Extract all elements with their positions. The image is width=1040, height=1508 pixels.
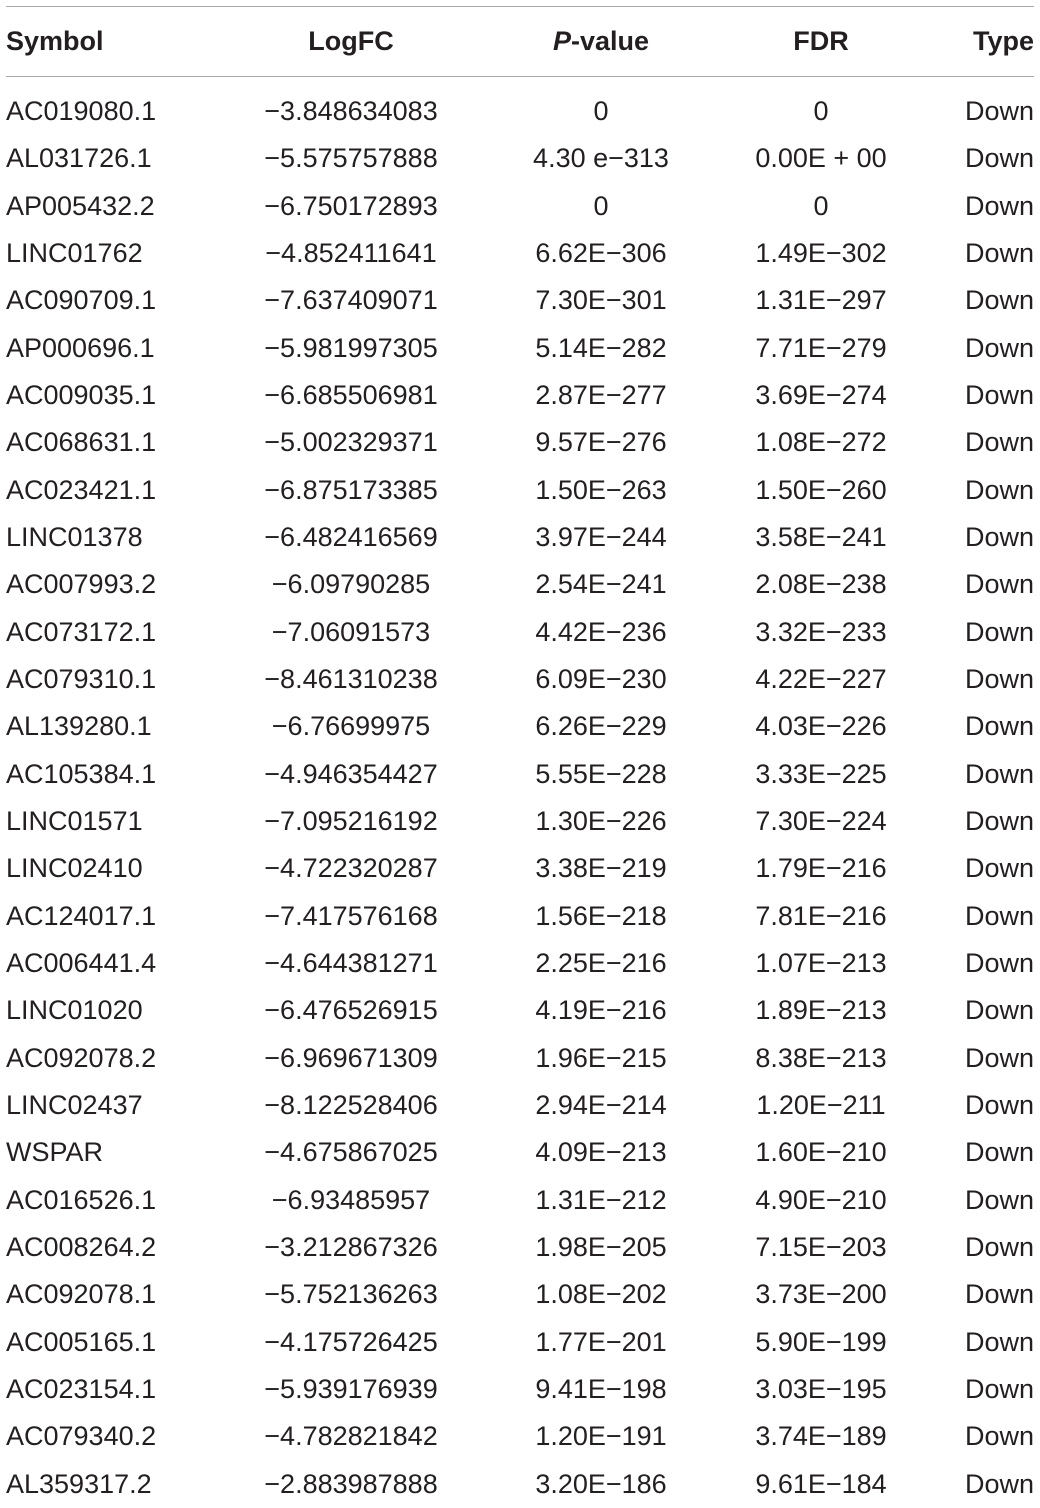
cell-fdr: 4.03E−226: [755, 711, 887, 742]
cell-fdr: 3.73E−200: [755, 1279, 887, 1310]
table-row: [6, 1271, 1034, 1318]
cell-logfc: −4.946354427: [264, 758, 438, 789]
cell-fdr: 7.15E−203: [755, 1232, 887, 1263]
cell-type: Down: [964, 332, 1034, 363]
cell-p-value: 1.50E−263: [535, 474, 667, 505]
cell-p-value: 1.08E−202: [535, 1279, 667, 1310]
cell-p-value: 1.56E−218: [535, 900, 667, 931]
cell-p-value: 1.96E−215: [535, 1042, 667, 1073]
header-type: Type: [972, 25, 1034, 56]
cell-fdr: 1.79E−216: [755, 853, 887, 884]
cell-symbol: LINC01571: [6, 806, 143, 837]
cell-symbol: AC009035.1: [6, 380, 157, 411]
table-row: [6, 230, 1034, 277]
table-row: [6, 467, 1034, 514]
cell-type: Down: [964, 948, 1034, 979]
cell-type: Down: [964, 664, 1034, 695]
table-row: [6, 561, 1034, 608]
cell-p-value: 1.77E−201: [535, 1326, 667, 1357]
cell-logfc: −8.461310238: [264, 664, 438, 695]
cell-type: Down: [964, 190, 1034, 221]
cell-type: Down: [964, 1421, 1034, 1452]
cell-logfc: −7.637409071: [264, 285, 438, 316]
cell-fdr: 0: [813, 190, 829, 221]
cell-type: Down: [964, 995, 1034, 1026]
header-p-italic: P: [552, 25, 571, 56]
cell-logfc: −6.76699975: [271, 711, 431, 742]
cell-fdr: 1.08E−272: [755, 427, 887, 458]
cell-symbol: AC105384.1: [6, 758, 157, 789]
cell-symbol: AC092078.1: [6, 1279, 157, 1310]
table-row: [6, 1413, 1034, 1460]
cell-p-value: 1.31E−212: [535, 1184, 667, 1215]
cell-p-value: 4.09E−213: [535, 1137, 667, 1168]
cell-symbol: AC068631.1: [6, 427, 157, 458]
cell-p-value: 3.20E−186: [535, 1468, 667, 1499]
cell-symbol: AL359317.2: [6, 1468, 152, 1499]
cell-fdr: 9.61E−184: [755, 1468, 887, 1499]
cell-fdr: 3.33E−225: [755, 758, 887, 789]
cell-p-value: 1.98E−205: [535, 1232, 667, 1263]
cell-type: Down: [964, 474, 1034, 505]
cell-type: Down: [964, 1279, 1034, 1310]
cell-type: Down: [964, 853, 1034, 884]
cell-type: Down: [964, 900, 1034, 931]
cell-symbol: AC079310.1: [6, 664, 157, 695]
table-row: [6, 798, 1034, 845]
cell-fdr: 8.38E−213: [755, 1042, 887, 1073]
cell-logfc: −7.417576168: [264, 900, 438, 931]
cell-fdr: 1.20E−211: [756, 1090, 886, 1121]
table-row: [6, 1366, 1034, 1413]
table-row: [6, 1319, 1034, 1366]
table-row: [6, 372, 1034, 419]
cell-symbol: AL139280.1: [6, 711, 152, 742]
header-fdr: FDR: [793, 25, 849, 56]
table-row: [6, 183, 1034, 230]
table-row: [6, 609, 1034, 656]
table-row: [6, 514, 1034, 561]
cell-type: Down: [964, 96, 1034, 127]
cell-logfc: −3.848634083: [264, 96, 438, 127]
cell-logfc: −3.212867326: [264, 1232, 438, 1263]
cell-p-value: 2.94E−214: [535, 1090, 667, 1121]
cell-symbol: AL031726.1: [6, 143, 152, 174]
cell-p-value: 7.30E−301: [535, 285, 667, 316]
cell-fdr: 1.60E−210: [755, 1137, 887, 1168]
cell-type: Down: [964, 238, 1034, 269]
cell-symbol: LINC02437: [6, 1090, 143, 1121]
table-row: [6, 277, 1034, 324]
cell-fdr: 7.30E−224: [755, 806, 887, 837]
table-row: [6, 135, 1034, 182]
table-body: [6, 88, 1034, 1508]
cell-symbol: AC092078.2: [6, 1042, 157, 1073]
cell-type: Down: [964, 711, 1034, 742]
cell-symbol: AC073172.1: [6, 616, 157, 647]
table-row: [6, 1224, 1034, 1271]
cell-fdr: 5.90E−199: [755, 1326, 887, 1357]
table-row: [6, 88, 1034, 135]
cell-p-value: 2.87E−277: [535, 380, 667, 411]
cell-fdr: 4.90E−210: [755, 1184, 887, 1215]
cell-fdr: 1.89E−213: [755, 995, 887, 1026]
cell-p-value: 1.20E−191: [535, 1421, 667, 1452]
cell-p-value: 9.57E−276: [535, 427, 667, 458]
cell-symbol: LINC01020: [6, 995, 143, 1026]
cell-logfc: −6.09790285: [271, 569, 431, 600]
cell-symbol: AC023421.1: [6, 474, 157, 505]
cell-fdr: 0.00E + 00: [755, 143, 887, 174]
table-row: [6, 703, 1034, 750]
cell-fdr: 3.03E−195: [755, 1374, 887, 1405]
cell-p-value: 4.42E−236: [535, 616, 667, 647]
cell-fdr: 1.50E−260: [755, 474, 887, 505]
cell-symbol: AC007993.2: [6, 569, 157, 600]
cell-logfc: −4.782821842: [264, 1421, 438, 1452]
cell-type: Down: [964, 1374, 1034, 1405]
cell-fdr: 3.74E−189: [755, 1421, 887, 1452]
cell-type: Down: [964, 1090, 1034, 1121]
cell-p-value: 6.62E−306: [535, 238, 667, 269]
cell-logfc: −6.482416569: [264, 522, 438, 553]
cell-symbol: AP000696.1: [6, 332, 155, 363]
cell-symbol: AP005432.2: [6, 190, 155, 221]
cell-logfc: −6.969671309: [264, 1042, 438, 1073]
cell-fdr: 7.81E−216: [755, 900, 887, 931]
cell-type: Down: [964, 1137, 1034, 1168]
cell-fdr: 3.32E−233: [755, 616, 887, 647]
cell-symbol: AC016526.1: [6, 1184, 157, 1215]
cell-symbol: AC008264.2: [6, 1232, 157, 1263]
table-row: [6, 419, 1034, 466]
cell-type: Down: [964, 522, 1034, 553]
cell-type: Down: [964, 758, 1034, 789]
cell-logfc: −4.675867025: [264, 1137, 438, 1168]
cell-type: Down: [964, 616, 1034, 647]
cell-fdr: 0: [813, 96, 829, 127]
cell-fdr: 4.22E−227: [755, 664, 887, 695]
table-row: [6, 1082, 1034, 1129]
cell-logfc: −2.883987888: [264, 1468, 438, 1499]
cell-p-value: 3.38E−219: [535, 853, 667, 884]
cell-logfc: −5.575757888: [264, 143, 438, 174]
cell-fdr: 3.69E−274: [755, 380, 887, 411]
cell-p-value: 6.26E−229: [535, 711, 667, 742]
cell-p-value: 0: [593, 96, 609, 127]
cell-logfc: −6.93485957: [271, 1184, 431, 1215]
cell-fdr: 1.07E−213: [755, 948, 887, 979]
cell-symbol: AC005165.1: [6, 1326, 157, 1357]
cell-logfc: −6.685506981: [264, 380, 438, 411]
header-logfc: LogFC: [308, 25, 394, 56]
cell-p-value: 6.09E−230: [535, 664, 667, 695]
cell-symbol: AC023154.1: [6, 1374, 157, 1405]
cell-symbol: LINC01378: [6, 522, 143, 553]
table-row: [6, 893, 1034, 940]
cell-type: Down: [964, 1184, 1034, 1215]
cell-logfc: −4.644381271: [264, 948, 438, 979]
cell-symbol: AC124017.1: [6, 900, 157, 931]
cell-type: Down: [964, 806, 1034, 837]
cell-fdr: 1.49E−302: [755, 238, 887, 269]
cell-logfc: −7.06091573: [271, 616, 431, 647]
cell-symbol: AC079340.2: [6, 1421, 157, 1452]
cell-type: Down: [964, 569, 1034, 600]
header-p-rest: -value: [570, 25, 650, 56]
table-header-rule: [6, 76, 1034, 77]
cell-logfc: −6.476526915: [264, 995, 438, 1026]
cell-logfc: −5.981997305: [264, 332, 438, 363]
cell-symbol: AC090709.1: [6, 285, 157, 316]
cell-type: Down: [964, 380, 1034, 411]
table-row: [6, 751, 1034, 798]
cell-type: Down: [964, 1326, 1034, 1357]
cell-type: Down: [964, 143, 1034, 174]
cell-p-value: 3.97E−244: [535, 522, 667, 553]
cell-symbol: WSPAR: [6, 1137, 104, 1168]
cell-symbol: AC019080.1: [6, 96, 157, 127]
cell-logfc: −5.752136263: [264, 1279, 438, 1310]
table-row: [6, 987, 1034, 1034]
cell-fdr: 3.58E−241: [755, 522, 887, 553]
cell-p-value: 5.55E−228: [535, 758, 667, 789]
table-row: [6, 325, 1034, 372]
cell-p-value: 2.25E−216: [535, 948, 667, 979]
cell-type: Down: [964, 1042, 1034, 1073]
cell-p-value: 1.30E−226: [535, 806, 667, 837]
table-row: [6, 940, 1034, 987]
cell-symbol: LINC02410: [6, 853, 143, 884]
cell-symbol: LINC01762: [6, 238, 143, 269]
cell-fdr: 2.08E−238: [755, 569, 887, 600]
cell-symbol: AC006441.4: [6, 948, 157, 979]
cell-p-value: 4.30 e−313: [533, 143, 669, 174]
cell-p-value: 9.41E−198: [535, 1374, 667, 1405]
cell-logfc: −5.002329371: [264, 427, 438, 458]
table-row: [6, 1129, 1034, 1176]
header-symbol: Symbol: [6, 25, 104, 56]
cell-logfc: −7.095216192: [264, 806, 438, 837]
cell-type: Down: [964, 427, 1034, 458]
header-p-value: [496, 26, 706, 57]
cell-logfc: −4.175726425: [264, 1326, 438, 1357]
cell-logfc: −4.852411641: [265, 238, 437, 269]
cell-p-value: 2.54E−241: [535, 569, 667, 600]
table-row: [6, 1035, 1034, 1082]
table-row: [6, 845, 1034, 892]
table-header-row: [6, 6, 1034, 76]
cell-logfc: −8.122528406: [264, 1090, 438, 1121]
cell-logfc: −5.939176939: [264, 1374, 438, 1405]
cell-p-value: 5.14E−282: [535, 332, 667, 363]
cell-p-value: 0: [593, 190, 609, 221]
cell-type: Down: [964, 1232, 1034, 1263]
cell-logfc: −6.875173385: [264, 474, 438, 505]
table-row: [6, 656, 1034, 703]
cell-fdr: 1.31E−297: [755, 285, 887, 316]
cell-p-value: 4.19E−216: [535, 995, 667, 1026]
cell-type: Down: [964, 285, 1034, 316]
table-row: [6, 1177, 1034, 1224]
cell-fdr: 7.71E−279: [755, 332, 887, 363]
cell-logfc: −4.722320287: [264, 853, 438, 884]
cell-type: Down: [964, 1468, 1034, 1499]
cell-logfc: −6.750172893: [264, 190, 438, 221]
